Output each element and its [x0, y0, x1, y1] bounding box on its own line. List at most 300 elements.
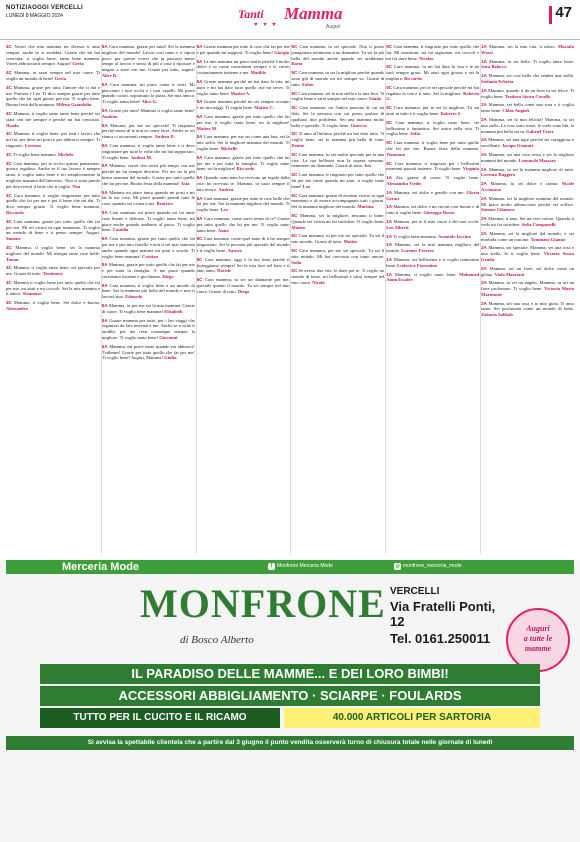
message-signature: Mostafa Wasei	[481, 44, 574, 55]
class-code: 1A	[481, 44, 487, 49]
class-code: 5C	[291, 105, 298, 111]
column-2	[101, 44, 195, 554]
message-item	[291, 233, 384, 245]
message-item	[386, 257, 479, 269]
class-code: 5C	[291, 233, 298, 239]
message-item	[291, 70, 384, 87]
message-item	[481, 231, 574, 243]
message-item	[102, 236, 195, 259]
class-code: 5C	[291, 131, 298, 137]
message-item	[481, 280, 574, 297]
message-text: Mamma, quando ti do un fiore tu sei felice. Ti voglio bene.	[481, 87, 574, 99]
message-item	[102, 262, 195, 279]
message-signature: Giuseppe Russo	[423, 210, 455, 216]
message-text: Mamma, sei la migliore mamma del mondo. Mi piace molto abbracciarti perché sei soffice.	[481, 195, 574, 207]
message-text: Cara mamma, sei l'unica persona di cui mi fido. Sei la persona con cui posso parlare di qualsiasi mio problema. Sei una mamma molto bella e speciale. Ti voglio bene.	[291, 105, 385, 128]
class-code: 4C	[6, 44, 12, 49]
message-item	[102, 123, 195, 140]
message-signature: Sara Balocco	[481, 64, 507, 70]
message-signature: Zakaria Sabbah	[481, 312, 513, 318]
class-code: 5A	[196, 195, 203, 201]
message-text: Mamma, ti amo. Sei un vero colore. Quando ti vedo mi fai sorridere.	[481, 216, 574, 227]
message-text: Cara mamma, ti voglio bene per tutto quello che fai per me. Buona festa della mamma.	[386, 140, 480, 151]
message-item	[386, 175, 479, 187]
message-signature: Iris	[364, 163, 372, 169]
message-item	[102, 163, 195, 186]
class-code: 5A	[196, 78, 203, 84]
message-text: Cara mamma, tu sei un diamante per me, speciale quanto il mondo. Tu sei sempre nel mio cuore. Grazie di tutto.	[196, 277, 290, 294]
message-text: Cara mamma, grazie per tutto quello che fai per noi. Mi sei vicino in ogni momento. Ti voglio un mondo di bene e ti penso sempre. Auguri.	[6, 218, 100, 236]
message-signature: Giada	[369, 96, 382, 102]
class-code: 5A	[101, 189, 108, 195]
message-signature: Viola Mazzanti	[494, 271, 525, 277]
message-item	[481, 88, 574, 100]
class-code: 5C	[386, 44, 393, 49]
message-text: Mamma, sei una rosa rossa e sei la migliore mamma del mondo.	[481, 151, 574, 163]
message-text: Cara mamma, tu per me sei speciale. Tu sei il mio mondo. Grazie di tutto.	[291, 233, 385, 245]
publication-name: NOTIZIAOGGI VERCELLI	[6, 5, 84, 11]
class-code: 2A	[481, 151, 487, 157]
class-code: 5A	[101, 81, 108, 87]
ad-phone: Tel. 0161.250011	[390, 631, 491, 646]
message-text: Grazie per tutto! Mamma ti voglio tanto bene!	[108, 107, 195, 113]
message-text: Mamma, mi piace tanto quando mi abbracci! Tvdbmm! Grazie per tutto quello che fai per me! Ti voglio bene! Auguri, Mamma!	[101, 343, 195, 361]
class-code: 5C	[196, 277, 203, 283]
message-item	[386, 234, 479, 240]
message-signature: Mattia	[343, 239, 357, 245]
message-text: Ti voglio bene mamma.	[12, 151, 57, 157]
message-text: Cara mamma, per te sei la migliore. Tu mi aiuti in tutto e ti voglio bene.	[386, 105, 480, 116]
message-text: Mamma, sei un fiore, sei dolce come un gelato.	[481, 265, 574, 277]
message-signature: Edoardo	[125, 294, 143, 300]
message-item	[6, 219, 100, 242]
message-item	[6, 280, 100, 297]
class-code: 1A	[386, 256, 393, 262]
message-text: Cara mamma, tu sei la migliore perché quando sono giù di morale mi tiri sempre su. Grazie di tutto.	[291, 70, 385, 87]
message-item	[6, 152, 100, 158]
message-item	[386, 272, 479, 284]
message-item	[481, 181, 574, 193]
message-item	[481, 245, 574, 262]
ad-instagram-label: monfrone_merceria_mode	[403, 563, 462, 569]
message-item	[386, 204, 479, 216]
message-item	[197, 175, 290, 192]
message-text: Quando sono nato ho ricevuto un regalo dalla vita: ho ricevuto te. Mamma, tu sarai sempre il mio tesoro.	[196, 175, 290, 192]
message-text: Cara mamma, tu sei molto speciale per la mia vita. La tua bellezza non la supera nessuno, nemmeno un diamante. Grazie di tutto.	[291, 151, 385, 169]
message-item	[291, 105, 384, 128]
message-text: Mamma, grazie per tutto l'amore che ti dai e me. Patrizia e Lea. Ti dico sempre grazie per tutto quello che fai ogni giorno per noi. Ti voglio bene. Buona festa della mamma.	[6, 84, 100, 108]
message-text: Grazie mamma per tutte le cose che fai per me e per quando mi supporti. Ti voglio bene!	[196, 44, 290, 55]
message-item	[291, 172, 384, 189]
message-item	[386, 85, 479, 102]
message-text: Cara mamma, tu mi hai dato la vita e te ne sarò sempre grato. Mi aiuti ogni giorno e sei la migliore.	[386, 64, 480, 81]
message-text: Cara mamma, grazie per tutto quello che fai per me e per tutta la famiglia. Ti voglio tanto bene, sei la migliore!	[196, 154, 290, 172]
message-signature: Noa	[72, 183, 81, 189]
class-code: 5C	[291, 90, 298, 96]
message-item	[6, 245, 100, 262]
message-item	[6, 85, 100, 108]
message-text: Cara mamma, ti voglio bene e un mondo di bene. Sei la mamma più bella del mondo e non ti lascerò mai.	[101, 282, 195, 300]
class-code: 5C	[386, 84, 393, 90]
message-signature: Matilde	[250, 70, 266, 76]
message-text: Cara mamma, come quel anno di ti ho sempre ringraziato. Sei la persona più speciale del mondo e ti voglio bene.	[196, 236, 290, 253]
class-code: 4C	[6, 70, 12, 76]
message-item	[386, 120, 479, 137]
message-text: Mamma, sei bella come una rosa e ti voglio tanto bene.	[481, 102, 574, 114]
message-signature: Tomas	[6, 256, 19, 262]
message-item	[481, 196, 574, 213]
class-code: 5C	[386, 140, 393, 146]
message-item	[6, 265, 100, 277]
message-item	[481, 301, 574, 318]
message-text: Se avessi due vite, le darei per te. Ti voglio un mondo di bene, sei bellissima e sarai sempre nel mio cuore.	[291, 268, 385, 285]
message-signature: Nicole Accinnesa	[481, 181, 574, 192]
message-item	[291, 213, 384, 230]
heart-icon: ♥ ♥ ♥	[254, 22, 278, 28]
message-signature: Matteo	[291, 224, 306, 230]
class-code: 5A	[196, 215, 203, 221]
message-signature: Martina	[357, 204, 374, 210]
class-code: 5A	[101, 209, 108, 215]
message-item	[6, 131, 100, 148]
message-signature: Giulia	[164, 355, 177, 361]
message-text: Mamma, sei una tigre perché sei coraggiosa e excellente.	[481, 137, 574, 149]
message-signature: Denise	[291, 142, 305, 148]
message-item	[386, 64, 479, 81]
message-text: Cara mamma, ti ringrazio per tutto quello che fai. Mi emozioni, mi fai ragionare, mi coccoli e mi fai stare bene.	[386, 44, 480, 61]
message-text: Cara mamma, per te sei speciale perché mi hai regalato la vita e ti amo. Sei la migliore.	[386, 84, 480, 96]
class-code: 1A	[386, 189, 393, 195]
message-text: Mamma, ti voglio bene. Sei dolce e buona.	[14, 300, 100, 306]
message-text: Mamma, tu sei un angelo. Mamma, tu sei un fiore profumato. Ti voglio bene.	[481, 280, 574, 292]
advertisement	[0, 560, 580, 842]
message-signature: Matteo M.	[196, 125, 218, 131]
message-text: Ti voglio bene mamma.	[393, 233, 437, 239]
class-code: 1A	[481, 87, 487, 93]
class-code: 2A	[481, 230, 487, 236]
message-signature: Alessandra Virdis	[386, 180, 422, 186]
message-item	[6, 161, 100, 190]
message-text: Mamma mi piace tanto quando mi porti a mi fai le tue cose. Mi piace quando prendi tutte le cose, quando sei vicina a me.	[101, 189, 195, 207]
message-item	[197, 216, 290, 233]
message-item	[291, 91, 384, 103]
message-signature: Tommaso	[22, 291, 42, 297]
ad-banner-1: IL PARADISO DELLE MAMME... E DEI LORO BIMBI!	[40, 664, 540, 684]
message-text: La mia mamma mi piace molto perché è molto dolce e sa come consolarmi sempre e le vorrei costantemente insieme a me.	[196, 58, 290, 76]
ad-contact	[390, 586, 510, 646]
message-signature: Lorenzo Ruggero	[481, 172, 516, 178]
message-item	[197, 277, 290, 294]
message-text: Grazie mamma per tutto, per i bei viaggi che organizzi da fare insieme a me. Anche se a volte ti arrabbi, per me resti comunque sempre la migliore. Ti voglio tanto bene!	[101, 317, 195, 341]
logo-word-mamma: Mamma	[284, 4, 343, 23]
class-code: 4C	[6, 300, 12, 306]
message-signature: Cristian	[142, 253, 159, 259]
message-text: Cara mamma, ti voglio tanto bene e ti devo ringraziare per tutte le volte che mi hai supportato. Ti voglio bene.	[101, 142, 195, 160]
message-item	[386, 190, 479, 202]
message-text: Mamma, tu sei la mamma migliore di tutte.	[488, 166, 574, 172]
message-item	[102, 303, 195, 315]
message-item	[197, 134, 290, 151]
message-text: Grazie mamma perché mi sei sempre accanto e mi incoraggi. Ti voglio bene.	[196, 99, 290, 111]
class-code: 2A	[481, 102, 487, 108]
class-code: 5C	[291, 247, 298, 253]
message-signature: Gabriel Tzarr	[526, 128, 554, 134]
class-code: 2A	[481, 137, 487, 143]
message-text: Zia, grazie di cuore. Ti voglio bene.	[396, 175, 480, 181]
class-code: 5C	[291, 212, 298, 218]
ad-facebook[interactable]	[268, 563, 333, 570]
class-code: 5C	[196, 256, 203, 262]
column-1	[6, 44, 100, 554]
message-signature: Nicolas	[418, 55, 434, 61]
issue-date: LUNEDÌ 8 MAGGIO 2024	[6, 13, 63, 19]
message-signature: Sofia	[410, 131, 421, 137]
message-text: Mamma, tu per me sei la mia mamma. Grazie di cuore. Ti voglio bene mamma!	[101, 303, 195, 314]
message-item	[291, 268, 384, 285]
class-code: 4C	[6, 160, 12, 166]
message-item	[481, 137, 574, 149]
class-code: 5C	[291, 268, 298, 274]
message-signature: Leo	[220, 207, 228, 213]
message-item	[386, 140, 479, 157]
message-item	[197, 79, 290, 96]
message-signature: Greta	[54, 75, 67, 81]
message-signature: Roberto G.	[386, 90, 480, 102]
class-code: 2A	[481, 216, 487, 222]
class-code: 5A	[101, 282, 108, 288]
class-code: 1A	[386, 204, 393, 210]
message-signature: Nicolò	[312, 279, 325, 285]
message-item	[197, 155, 290, 172]
class-code: 4C	[6, 110, 12, 116]
messages-columns	[6, 44, 574, 554]
class-code: 1A	[386, 271, 393, 277]
message-text: Cara mamma, grazie per tutto! Sei la mamma migliore del mondo! Lavori così tanto e ti riposi poco: per questo vorrei che tu passassi meno tempo al lavoro e stessi di più a casa a riposare e magari a stare con me. Grazie per tutto, auguri!	[101, 44, 195, 73]
class-code: 5A	[101, 44, 108, 49]
message-item	[481, 102, 574, 114]
class-code: 4C	[6, 265, 12, 271]
message-signature: Gloria Geraci	[386, 189, 480, 201]
section-logo	[238, 4, 358, 36]
class-code: 5A	[196, 99, 203, 105]
message-item	[197, 114, 290, 131]
class-code: 1A	[481, 73, 487, 79]
message-item	[102, 143, 195, 160]
message-signature: Lorenzo	[24, 142, 42, 148]
class-code: 4C	[6, 84, 12, 90]
message-signature: Sofia	[291, 259, 302, 265]
class-code: 2A	[481, 300, 487, 306]
message-signature: Alessandro	[6, 306, 28, 312]
message-signature: Riccardo	[404, 75, 422, 81]
message-signature: Giovanni	[159, 335, 178, 341]
class-code: 5A	[101, 317, 108, 323]
message-signature: Diego	[162, 273, 174, 279]
message-item	[481, 117, 574, 134]
class-code: 1A	[386, 242, 393, 248]
class-code: 1A	[386, 233, 393, 239]
facebook-icon: f	[268, 563, 275, 570]
message-text: Grazie mamma perché mi hai dato la vita, mi nutri e mi hai dato tutto quello che mi serve. Ti voglio tanto bene.	[196, 78, 290, 96]
column-6	[480, 44, 574, 554]
class-code: 1A	[386, 175, 393, 181]
message-text: Mamma, tu sei bella. Ti voglio tanto bene.	[489, 58, 574, 64]
page-header	[0, 0, 580, 40]
message-text: Cara mamma, mi piace quando mi fai tante cose buone e delicate. Ti voglio tanto bene, mi piace anche quando andiamo al parco. Ti voglio bene.	[101, 209, 195, 233]
message-signature: Diego	[237, 288, 250, 294]
message-signature: Victoria Sruza Gruda	[481, 251, 574, 262]
message-item	[386, 242, 479, 254]
message-item	[386, 161, 479, 173]
message-signature: Aurora	[227, 247, 242, 253]
message-text: Cara mamma, come sarei senza di te? Grazie per tutto quello che fai per me. Ti voglio tanto tanto bene.	[196, 215, 290, 233]
class-code: 5A	[196, 113, 203, 119]
message-text: Cara mamma, oggi è la tua festa perché ti festeggiamo sempre! Sei la mia luce nel buio e ti amo tanto.	[196, 256, 290, 274]
message-signature: Virginia	[462, 166, 479, 172]
column-5	[385, 44, 479, 554]
message-signature: Testimony	[42, 271, 63, 277]
message-signature: Camilla	[112, 227, 129, 233]
message-text: Mamma, ti voglio tanto bene.	[394, 271, 457, 277]
class-code: 2A	[481, 166, 487, 172]
message-signature: Milena Grandolia	[56, 102, 92, 108]
ad-address: Via Fratelli Ponti, 12	[390, 599, 496, 629]
class-code: 5C	[291, 70, 298, 76]
message-item	[481, 73, 574, 85]
class-code: 2A	[481, 181, 487, 187]
ad-topbar	[6, 560, 574, 574]
message-signature: Alice B.	[101, 72, 118, 78]
class-code: 4C	[6, 279, 12, 285]
class-code: 5A	[196, 154, 203, 160]
message-signature: Greta	[72, 61, 84, 67]
message-signature: Riccardo	[6, 209, 24, 215]
class-code: 4C	[6, 131, 12, 137]
message-text: Mamma, sei la mia mamma migliore del mondo.	[386, 242, 480, 254]
class-code: 5A	[101, 122, 108, 128]
ad-banner-3b: 40.000 ARTICOLI PER SARTORIA	[284, 708, 540, 728]
message-text: Mamma, sei bellissima e ti voglio tantissimo bene.	[386, 256, 480, 268]
message-text: Mamma, sei la mia felicità! Mamma, tu sei una stella. Le rose sono rosse, le viole sono blu, la mamma più bella sei tu.	[481, 116, 574, 134]
class-code: 5A	[196, 134, 203, 140]
message-signature: Tommaso Gianno	[530, 236, 566, 242]
message-item	[386, 44, 479, 61]
message-signature: Leo Alberti	[386, 224, 409, 230]
message-signature: Leonardo Massaro	[518, 157, 556, 163]
class-code: 5A	[101, 107, 108, 113]
message-item	[291, 193, 384, 210]
message-text: Mamma, per te il mio cuore è dei tuoi occhi.	[393, 218, 480, 224]
message-text: Ti amo all'infinito perché mi hai dato tutto. Ti voglio bene, sei la mamma più bella di tutte.	[291, 131, 385, 143]
message-text: Mamma, vorrei che stessi più tempo con me perché mi fai sempre divertire. Per me sei la più brava mamma del mondo. Grazie per tutto quello che fai per me. Buona festa della mamma!	[101, 163, 195, 186]
message-signature: Andrea M.	[130, 154, 153, 160]
message-signature: Mohamed Amin Essalee	[386, 271, 480, 283]
message-signature: Jacopo Gennari	[501, 143, 534, 149]
message-item	[6, 193, 100, 216]
message-text: Mamma, tu sei dolce e carina.	[490, 181, 559, 187]
message-signature: Simone	[6, 236, 21, 242]
message-signature: Andrea D.	[154, 134, 175, 140]
class-code: 5A	[101, 236, 108, 242]
message-signature: Anakim	[101, 113, 118, 119]
class-code: 5C	[291, 151, 298, 157]
message-item	[6, 70, 100, 82]
message-item	[481, 44, 574, 56]
message-item	[197, 257, 290, 274]
message-item	[197, 44, 290, 56]
message-text: Mamma, ti voglio bene, per tutti i lavori che mi fai, per dove mi porti e per abbracci sempre. Ti ringrazio.	[6, 131, 100, 148]
message-signature: Beatrice	[156, 201, 173, 207]
message-text: Cara mamma, tu sei speciale. Non ti posso paragonare nemmeno a un diamante. Tu sei la più bella del mondo anche quando sei arrabbiata.	[291, 44, 385, 61]
class-code: 1A	[481, 58, 487, 64]
message-signature: Ginevra	[350, 122, 367, 128]
class-code: 5A	[101, 343, 108, 349]
class-code: 5C	[291, 44, 298, 49]
message-item	[102, 190, 195, 207]
message-signature: Simone Cifanova	[481, 207, 515, 213]
message-item	[197, 99, 290, 111]
instagram-icon: ◎	[395, 563, 400, 569]
message-signature: Matteo A.	[230, 90, 251, 96]
message-item	[481, 59, 574, 71]
message-signature: Teodora Sixtra Covallo	[504, 93, 551, 99]
column-4	[290, 44, 384, 554]
class-code: 5A	[196, 58, 203, 64]
message-text: Cara mamma, ti voglio ringraziare per tutto quello che fai per me e per il bene che mi dai. Ti dico sempre grazie. Ti voglio bene mamma.	[6, 192, 100, 210]
ad-facebook-label: Monfrone Merceria Mode	[277, 563, 333, 569]
message-item	[6, 300, 100, 312]
class-code: 1A	[386, 218, 393, 224]
message-text: Mamma, sei la mia vita, ti adoro.	[489, 44, 556, 49]
ad-rosette	[506, 608, 570, 672]
message-text: Mamma, ti voglio bene, sei la mamma migliore del mondo. Mi insegni tante cose belle.	[6, 244, 100, 256]
message-text: Cara mamma, grazie per tutto quello che fai per me, ti voglio tanto bene, sei la migliore!	[196, 113, 290, 125]
message-text: Cara mamma, grazie di essermi vicino in ogni momento e di essere accompagnata tutti i giorni. Sei la mamma migliore del mondo.	[291, 192, 385, 210]
message-text: Mamma, sei la migliore del mondo, e sei morbida come un cuscino.	[481, 230, 574, 242]
ad-instagram[interactable]	[394, 563, 462, 570]
message-text: Cara mamma, mi piace come ti vesti. Mi piacciono i tuoi occhi e i tuoi capelli. Mi piace quando cucini, soprattutto la pizza. Sei mia amica. Ti voglio tanto bene!	[101, 81, 195, 105]
message-text: Cara mamma, ti ringrazio per tutto quello che fai per me come quando mi aiuti, ti voglio tanto bene!	[291, 172, 385, 189]
ad-footer-notice: Si avvisa la spettabile clientela che a partire dal 3 giugno il punto vendita osserverà turno di chiusura totale nelle giornate di lunedì	[6, 736, 574, 750]
message-item	[6, 44, 100, 67]
message-item	[481, 167, 574, 179]
message-item	[481, 266, 574, 278]
class-code: 5C	[386, 105, 393, 111]
message-signature: Asia	[180, 180, 190, 186]
message-signature: Chloe Angioli	[502, 108, 529, 114]
message-item	[291, 44, 384, 67]
message-item	[102, 82, 195, 105]
message-signature: Michele	[57, 151, 74, 157]
message-signature: Alice G.	[141, 99, 158, 105]
message-signature: Ilaria	[291, 61, 303, 67]
class-code: 5A	[196, 175, 203, 181]
ad-banner-3	[40, 708, 540, 728]
message-signature: Ludovica Fiorentino	[397, 262, 438, 268]
page-marker-bar	[549, 6, 552, 24]
message-text: Mamma, sei una rosa e io mio gioia. Ti amo tanto. Sei profumata come un mondo di bene.	[481, 300, 574, 312]
class-code: 2A	[481, 116, 487, 122]
ad-top-name: Merceria Mode	[62, 561, 140, 573]
message-text: Cara mamma, per te scrivo questo pensierino, questo regalino. Anche se il tuo lavoro è sempre tanto, ti voglio tanto bene e sei semplicemente la migliore mamma dell'universo. Non ci sono parole per descriverti il bene che ti voglio.	[6, 160, 100, 189]
message-item	[102, 108, 195, 120]
class-code: 5C	[291, 192, 298, 198]
message-item	[197, 236, 290, 253]
message-signature: Victoria Maria Martinotti	[481, 286, 574, 297]
column-3	[196, 44, 290, 554]
message-signature: Riccardo	[236, 166, 255, 172]
message-signature: Anna	[217, 227, 229, 233]
